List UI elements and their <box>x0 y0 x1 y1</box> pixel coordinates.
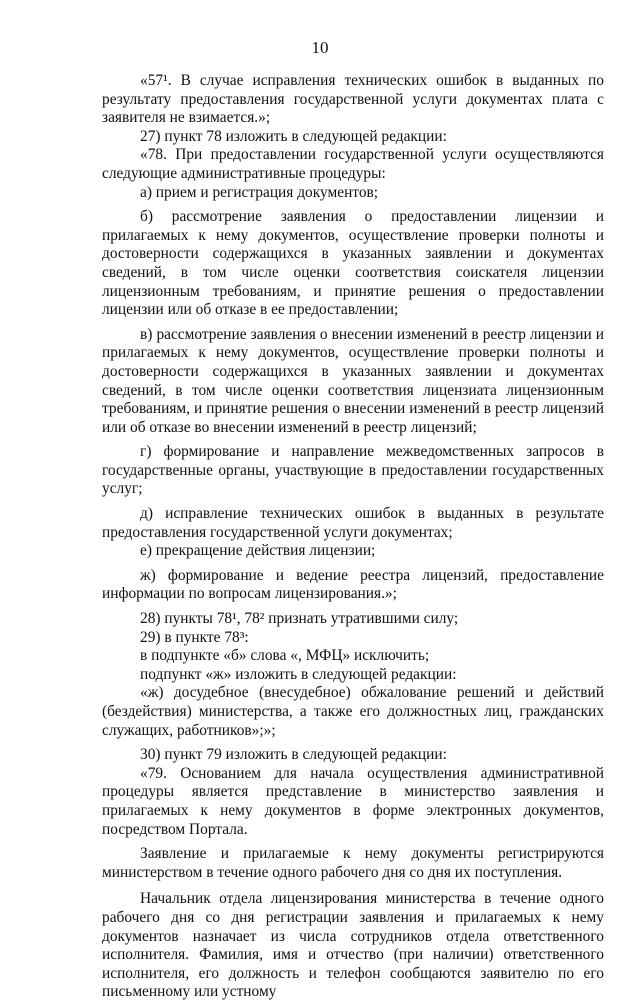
paragraph-79: «79. Основанием для начала осуществления административной процедуры является представление в министерство заявления и прилагаемых к нему документов в форме электронных документов, посредством Портала. <box>102 764 604 838</box>
paragraph-item-30: 30) пункт 79 изложить в следующей редакции: <box>140 746 447 764</box>
paragraph-zh-appeal: «ж) досудебное (внесудебное) обжалование решений и действий (бездействия) министерства, а также его должностных лиц, гражданских служащих, работников»;»; <box>102 684 604 739</box>
paragraph-subitem-b: в подпункте «б» слова «, МФЦ» исключить; <box>140 647 430 665</box>
paragraph-78-d: д) исправление технических ошибок в выданных в результате предоставления государственной услуги документах; <box>102 505 604 541</box>
paragraph-subitem-zh: подпункт «ж» изложить в следующей редакции: <box>140 665 457 683</box>
paragraph-item-28: 28) пункты 78¹, 78² признать утратившими силу; <box>140 610 459 628</box>
paragraph-item-29: 29) в пункте 78³: <box>140 628 249 646</box>
paragraph-78-zh: ж) формирование и ведение реестра лицензий, предоставление информации по вопросам лицензирования.»; <box>102 566 604 603</box>
paragraph-registration: Заявление и прилагаемые к нему документы регистрируются министерством в течение одного рабочего дня со дня их поступления. <box>102 845 604 881</box>
paragraph-item-27: 27) пункт 78 изложить в следующей редакции: <box>140 127 447 145</box>
paragraph-head-of-department: Начальник отдела лицензирования министерства в течение одного рабочего дня со дня регистрации заявления и прилагаемых к нему документов назначает из числа сотрудников отдела ответственного исполнителя. Фамилия, имя и отчество (при наличии) ответственного исполнителя, его должность и телефон сообщаются заявителю по его письменному или устному <box>102 890 604 1001</box>
paragraph-78-a: а) прием и регистрация документов; <box>140 183 379 201</box>
paragraph-78-g: г) формирование и направление межведомственных запросов в государственные органы, участвующие в предоставлении государственных услуг; <box>102 443 604 498</box>
paragraph-78: «78. При предоставлении государственной услуги осуществляются следующие административные процедуры: <box>102 146 604 182</box>
page-number: 10 <box>311 38 329 57</box>
paragraph-78-v: в) рассмотрение заявления о внесении изменений в реестр лицензии и прилагаемых к нему документов, осуществление проверки полноты и достоверности содержащихся в указанных заявлении и документах сведений, в том числе оценки соответствия лицензиата лицензионным требованиям, и принятие решения о внесении изменений в реестр лицензий или об отказе во внесении изменений в реестр лицензий; <box>102 325 604 436</box>
paragraph-57-1: «57¹. В случае исправления технических ошибок в выданных по результату предоставления государственной услуги документах плата с заявителя не взимается.»; <box>102 72 604 127</box>
paragraph-78-b: б) рассмотрение заявления о предоставлении лицензии и прилагаемых к нему документов, осуществление проверки полноты и достоверности содержащихся в указанных заявлении и документах сведений, в том числе оценки соответствия соискателя лицензии лицензионным требованиям, и принятие решения о предоставлении лицензии или об отказе в ее предоставлении; <box>102 208 604 319</box>
paragraph-78-e: е) прекращение действия лицензии; <box>140 542 376 560</box>
document-body <box>102 72 604 1002</box>
